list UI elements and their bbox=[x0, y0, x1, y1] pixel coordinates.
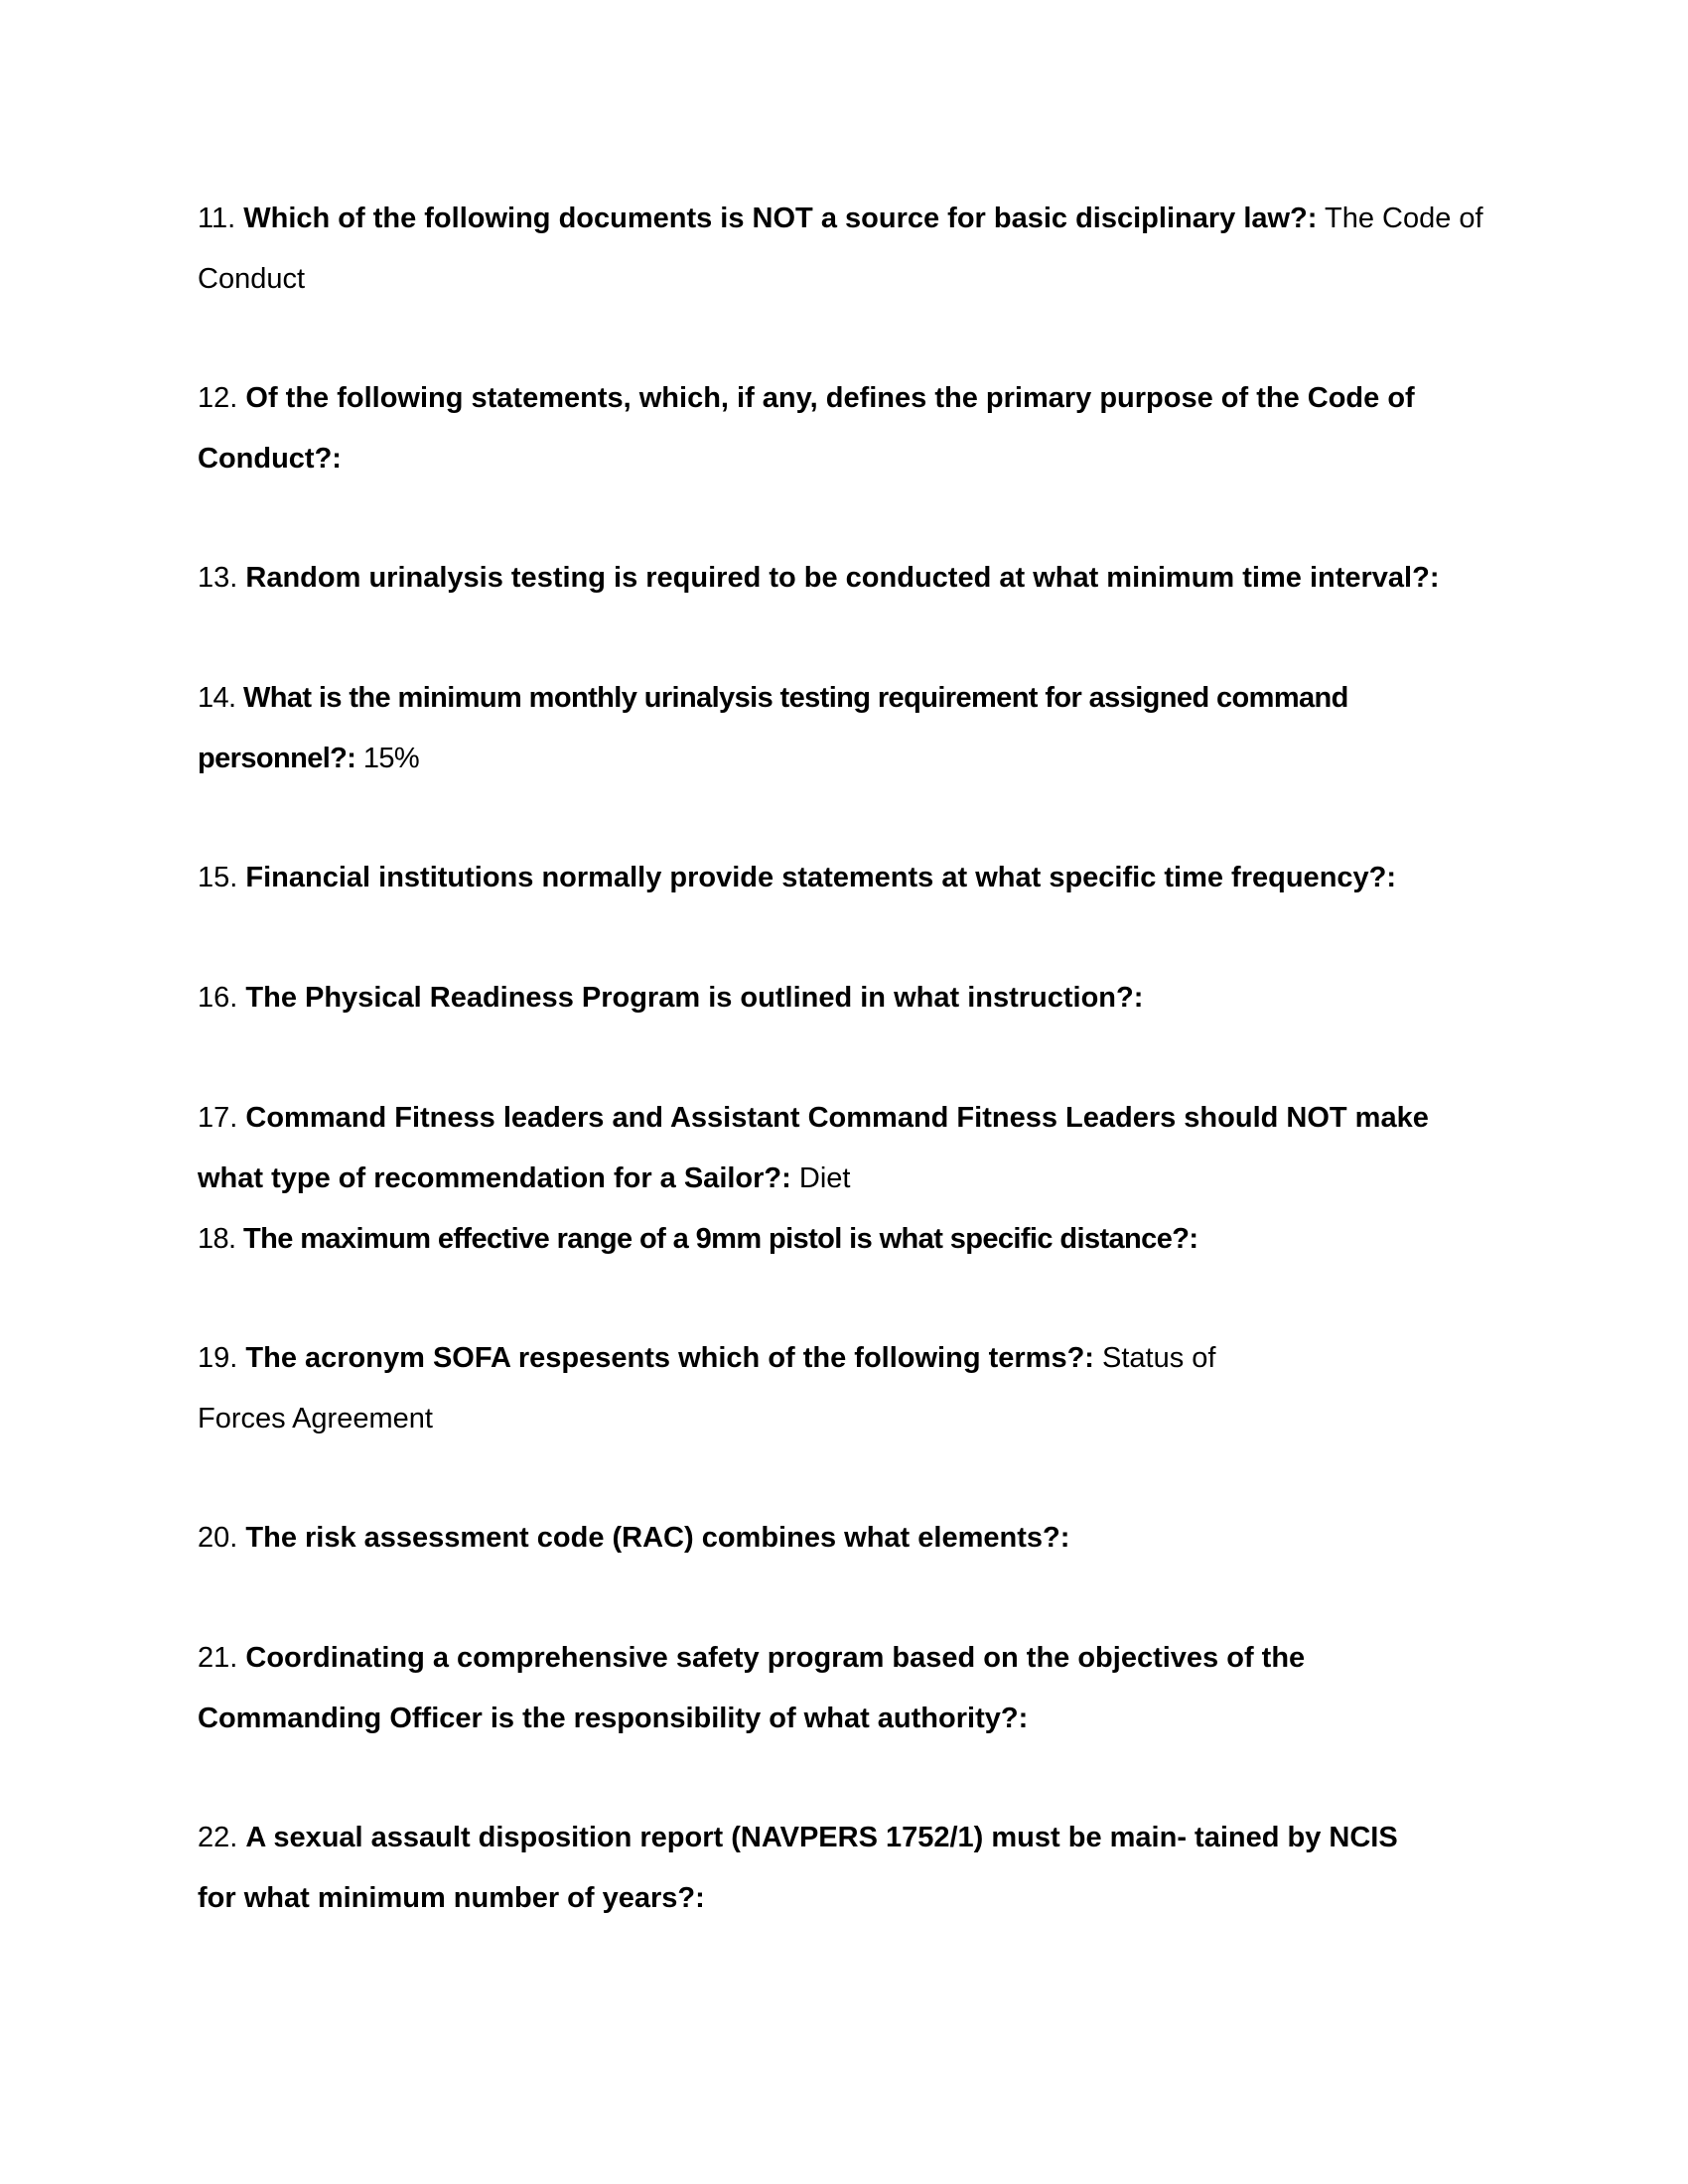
question-text: Which of the following documents is NOT a source for basic disciplinary law?: bbox=[243, 203, 1318, 234]
question-text: What is the minimum monthly urinalysis testing requirement for assigned command personnel?: bbox=[198, 682, 1348, 774]
question-text: Of the following statements, which, if any, defines the primary purpose of the Code of Conduct?: bbox=[198, 382, 1415, 475]
question-text: Command Fitness leaders and Assistant Command Fitness Leaders should NOT make what type of recommendation for a Sailor?: bbox=[198, 1102, 1429, 1194]
question-19 bbox=[198, 1328, 1220, 1449]
question-11 bbox=[198, 189, 1488, 310]
question-16 bbox=[198, 968, 1488, 1028]
question-18 bbox=[198, 1209, 1488, 1270]
question-text: Financial institutions normally provide statements at what specific time frequency?: bbox=[245, 862, 1397, 893]
question-number: 11. bbox=[198, 203, 236, 234]
question-text: Coordinating a comprehensive safety program based on the objectives of the Commanding Officer is the responsibility of what authority?: bbox=[198, 1642, 1306, 1734]
answer-text: The Code of Conduct bbox=[198, 203, 1483, 295]
question-number: 18. bbox=[198, 1223, 236, 1255]
question-number: 13. bbox=[198, 562, 238, 594]
question-21 bbox=[198, 1628, 1320, 1749]
question-number: 14. bbox=[198, 682, 236, 714]
question-text: Random urinalysis testing is required to be conducted at what minimum time interval?: bbox=[245, 562, 1440, 594]
question-number: 15. bbox=[198, 862, 238, 893]
question-13 bbox=[198, 548, 1488, 609]
answer-text: 15% bbox=[362, 743, 420, 774]
question-15 bbox=[198, 848, 1488, 908]
question-text: The risk assessment code (RAC) combines what elements?: bbox=[245, 1522, 1070, 1554]
answer-text: Diet bbox=[798, 1162, 851, 1194]
question-number: 17. bbox=[198, 1102, 238, 1134]
question-text: The Physical Readiness Program is outlined in what instruction?: bbox=[245, 982, 1144, 1014]
question-17 bbox=[198, 1088, 1488, 1209]
question-20 bbox=[198, 1508, 1488, 1569]
question-text: The maximum effective range of a 9mm pistol is what specific distance?: bbox=[242, 1223, 1198, 1255]
question-12 bbox=[198, 368, 1429, 489]
question-number: 12. bbox=[198, 382, 238, 414]
question-number: 16. bbox=[198, 982, 238, 1014]
question-number: 22. bbox=[198, 1822, 238, 1853]
question-number: 19. bbox=[198, 1342, 238, 1374]
question-text: The acronym SOFA respesents which of the following terms?: bbox=[245, 1342, 1094, 1374]
question-text: A sexual assault disposition report (NAVPERS 1752/1) must be main- tained by NCIS for what minimum number of years?: bbox=[198, 1822, 1398, 1914]
answer-text: Status of Forces Agreement bbox=[198, 1342, 1216, 1434]
question-number: 20. bbox=[198, 1522, 238, 1554]
question-number: 21. bbox=[198, 1642, 238, 1674]
question-14 bbox=[198, 668, 1429, 789]
question-22 bbox=[198, 1808, 1439, 1929]
